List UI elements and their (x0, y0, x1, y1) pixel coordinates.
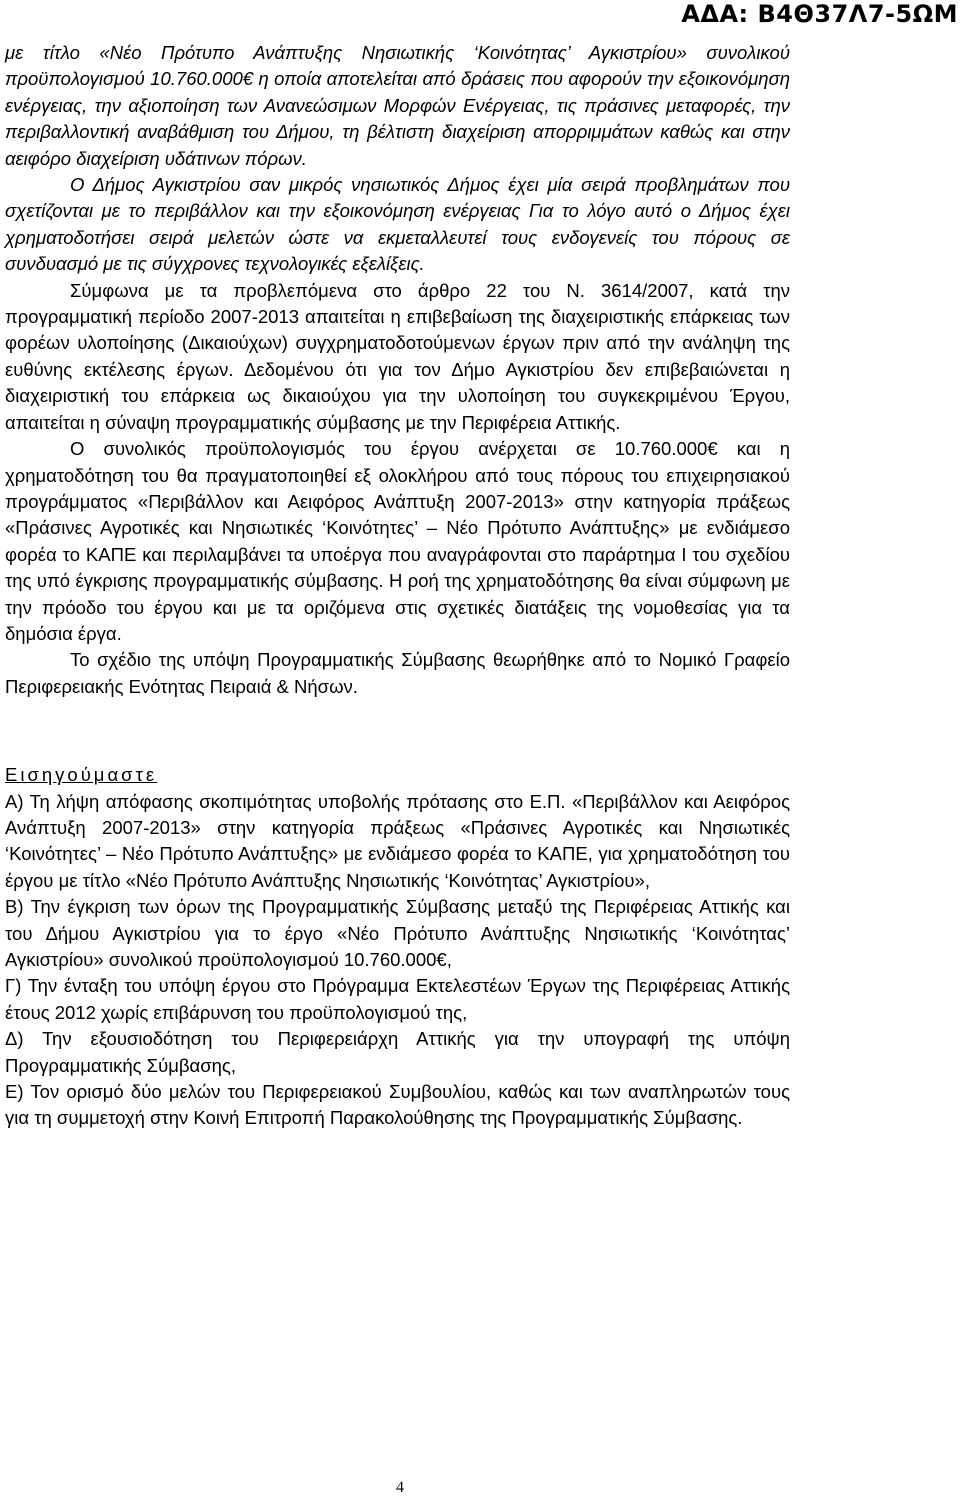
proposal-item-b: Β) Την έγκριση των όρων της Προγραμματικής Σύμβασης μεταξύ της Περιφέρειας Αττικής και του Δήμου Αγκιστρίου για το έργο «Νέο Πρότυπο Ανάπτυξης Νησιωτικής ‘Κοινότητας’ Αγκιστρίου» συνολικού προϋπολογισμού 10.760.000€, (5, 896, 790, 970)
paragraph-municipality-problems: Ο Δήμος Αγκιστρίου σαν μικρός νησιωτικός Δήμος έχει μία σειρά προβλημάτων που σχετίζονται με το περιβάλλον και την εξοικονόμηση ενέργειας Για το λόγο αυτό ο Δήμος έχει χρηματοδοτήσει σειρά μελετών ώστε να εκμεταλλευτεί τους ενδογενείς του πόρους σε συνδυασμό με τις σύγχρονες τεχνολογικές εξελίξεις. (5, 174, 790, 275)
proposal-item-e: Ε) Τον ορισμό δύο μελών του Περιφερειακού Συμβουλίου, καθώς και των αναπληρωτών τους για τη συμμετοχή στην Κοινή Επιτροπή Παρακολούθησης της Προγραμματικής Σύμβασης. (5, 1081, 790, 1129)
ada-code: ΑΔΑ: Β4Θ37Λ7-5ΩΜ (681, 0, 958, 28)
paragraph-budget: Ο συνολικός προϋπολογισμός του έργου ανέρχεται σε 10.760.000€ και η χρηματοδότηση του θα πραγματοποιηθεί εξ ολοκλήρου από τους πόρους του επιχειρησιακού προγράμματος «Περιβάλλον και Αειφόρος Ανάπτυξη 2007-2013» στην κατηγορία πράξεως «Πράσινες Αγροτικές και Νησιωτικές ‘Κοινότητες’ – Νέο Πρότυπο Ανάπτυξης» με ενδιάμεσο φορέα το ΚΑΠΕ και περιλαμβάνει τα υποέργα που αναγράφονται στο παράρτημα Ι του σχεδίου της υπό έγκρισης προγραμματικής σύμβασης. Η ροή της χρηματοδότησης θα είναι σύμφωνη με την πρόοδο του έργου και με τα οριζόμενα στις σχετικές διατάξεις της νομοθεσίας για τα δημόσια έργα. (5, 438, 790, 644)
proposal-item-d: Δ) Την εξουσιοδότηση του Περιφερειάρχη Αττικής για την υπογραφή της υπόψη Προγραμματικής Σύμβασης, (5, 1028, 790, 1076)
proposal-item-a: Α) Τη λήψη απόφασης σκοπιμότητας υποβολής πρότασης στο Ε.Π. «Περιβάλλον και Αειφόρος Ανάπτυξη 2007-2013» στην κατηγορία πράξεως «Πράσινες Αγροτικές και Νησιωτικές ‘Κοινότητες’ – Νέο Πρότυπο Ανάπτυξης» με ενδιάμεσο φορέα το ΚΑΠΕ, για χρηματοδότηση του έργου με τίτλο «Νέο Πρότυπο Ανάπτυξης Νησιωτικής ‘Κοινότητας’ Αγκιστρίου», (5, 790, 790, 891)
paragraph-legal-basis: Σύμφωνα με τα προβλεπόμενα στο άρθρο 22 του Ν. 3614/2007, κατά την προγραμματική περίοδο 2007-2013 απαιτείται η επιβεβαίωση της διαχειριστικής επάρκειας των φορέων υλοποίησης (Δικαιούχων) συγχρηματοδοτούμενων έργων πριν από την ανάληψη της ευθύνης εκτέλεσης έργων. Δεδομένου ότι για τον Δήμο Αγκιστρίου δεν επιβεβαιώνεται η διαχειριστική του επάρκεια ως δικαιούχου για την υλοποίηση του συγκεκριμένου Έργου, απαιτείται η σύναψη προγραμματικής σύμβασης με την Περιφέρεια Αττικής. (5, 279, 790, 433)
proposal-heading: Εισηγούμαστε (5, 764, 158, 786)
proposal-item-c: Γ) Την ένταξη του υπόψη έργου στο Πρόγραμμα Εκτελεστέων Έργων της Περιφέρειας Αττικής έτους 2012 χωρίς επιβάρυνση του προϋπολογισμού της, (5, 975, 790, 1023)
paragraph-project-description: με τίτλο «Νέο Πρότυπο Ανάπτυξης Νησιωτικής ‘Κοινότητας’ Αγκιστρίου» συνολικού προϋπολογισμού 10.760.000€ η οποία αποτελείται από δράσεις που αφορούν την εξοικονόμηση ενέργειας, την αξιοποίηση των Ανανεώσιμων Μορφών Ενέργειας, τις πράσινες μεταφορές, την περιβαλλοντική αναβάθμιση του Δήμου, τη βέλτιστη διαχείριση απορριμμάτων καθώς και στην αειφόρο διαχείριση υδάτινων πόρων. (5, 42, 790, 169)
paragraph-legal-review: Το σχέδιο της υπόψη Προγραμματικής Σύμβασης θεωρήθηκε από το Νομικό Γραφείο Περιφερειακής Ενότητας Πειραιά & Νήσων. (5, 649, 790, 697)
document-body (5, 40, 790, 1132)
page-number: 4 (396, 1479, 404, 1496)
